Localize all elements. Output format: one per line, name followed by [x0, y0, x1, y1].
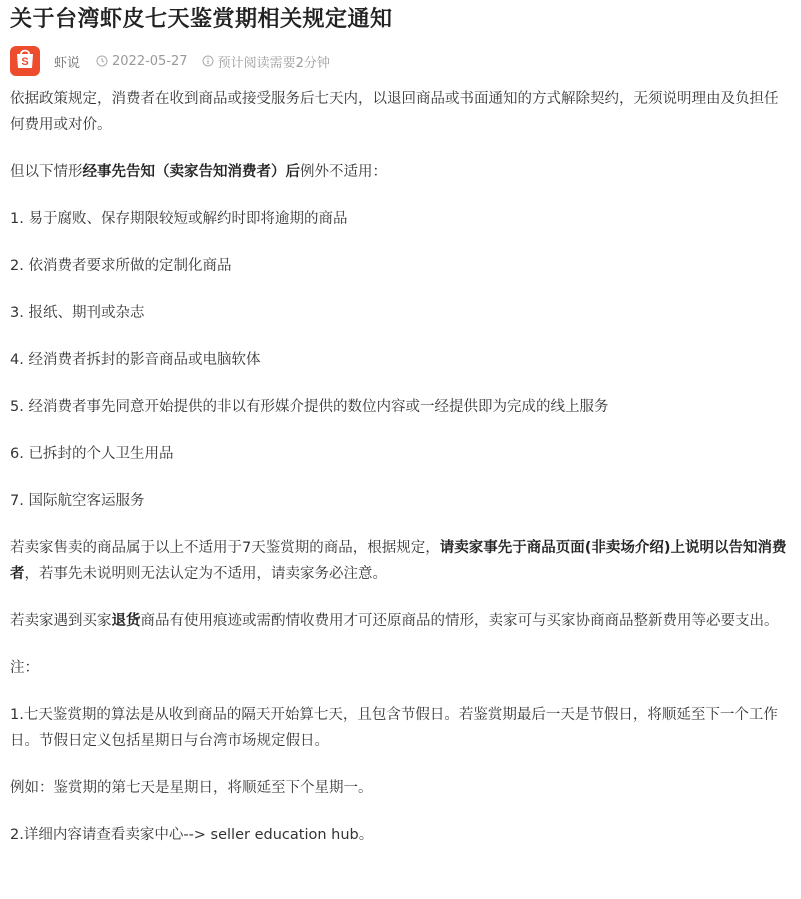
seller-suffix: ，若事先未说明则无法认定为不适用，请卖家务必注意。: [24, 566, 387, 582]
article-body: [10, 86, 791, 848]
exceptions-bold: 经事先告知（卖家告知消费者）后: [82, 164, 300, 180]
clock-icon: [96, 55, 108, 67]
list-item: 2. 依消费者要求所做的定制化商品: [10, 258, 232, 274]
author-avatar[interactable]: [10, 46, 40, 76]
return-bold: 退货: [111, 613, 141, 629]
author-name[interactable]: 虾说: [54, 55, 81, 71]
example-text: 例如：鉴赏期的第七天是星期日，将顺延至下个星期一。: [10, 780, 373, 796]
read-time: 预计阅读需要2分钟: [217, 55, 330, 71]
return-prefix: 若卖家遇到买家: [10, 613, 112, 629]
note-item: 2.详细内容请查看卖家中心--> seller education hub。: [10, 827, 374, 843]
paragraph-seller-notice: [10, 535, 791, 587]
paragraph-exceptions: [10, 159, 791, 185]
publish-date: 2022-05-27: [112, 53, 188, 69]
seller-prefix: 若卖家售卖的商品属于以上不适用于7天鉴赏期的商品，根据规定，: [10, 540, 440, 556]
paragraph-intro: 依据政策规定，消费者在收到商品或接受服务后七天内，以退回商品或书面通知的方式解除契约，无须说明理由及负担任何费用或对价。: [10, 91, 779, 133]
list-item: 7. 国际航空客运服务: [10, 493, 145, 509]
list-item: 4. 经消费者拆封的影音商品或电脑软体: [10, 352, 261, 368]
svg-text:S: S: [21, 56, 29, 68]
list-item: 5. 经消费者事先同意开始提供的非以有形媒介提供的数位内容或一经提供即为完成的线上服务: [10, 399, 609, 415]
article-title: 关于台湾虾皮七天鉴赏期相关规定通知: [10, 7, 393, 32]
paragraph-return: [10, 608, 791, 634]
note-label: 注：: [10, 660, 39, 676]
article-meta: [10, 44, 791, 78]
exceptions-prefix: 但以下情形: [10, 164, 83, 180]
list-item: 6. 已拆封的个人卫生用品: [10, 446, 174, 462]
shopee-bag-icon: [15, 48, 35, 74]
seller-bold: 请卖家事先于商品页面(非卖场介绍)上说明以告知消费者: [10, 540, 787, 582]
list-item: 1. 易于腐败、保存期限较短或解约时即将逾期的商品: [10, 211, 348, 227]
info-icon: [202, 55, 214, 67]
exceptions-suffix: 例外不适用：: [300, 164, 387, 180]
return-suffix: 商品有使用痕迹或需酌情收费用才可还原商品的情形，卖家可与买家协商商品整新费用等必要支出。: [140, 613, 779, 629]
list-item: 3. 报纸、期刊或杂志: [10, 305, 145, 321]
note-item: 1.七天鉴赏期的算法是从收到商品的隔天开始算七天，且包含节假日。若鉴赏期最后一天是节假日，将顺延至下一个工作日。节假日定义包括星期日与台湾市场规定假日。: [10, 707, 778, 749]
